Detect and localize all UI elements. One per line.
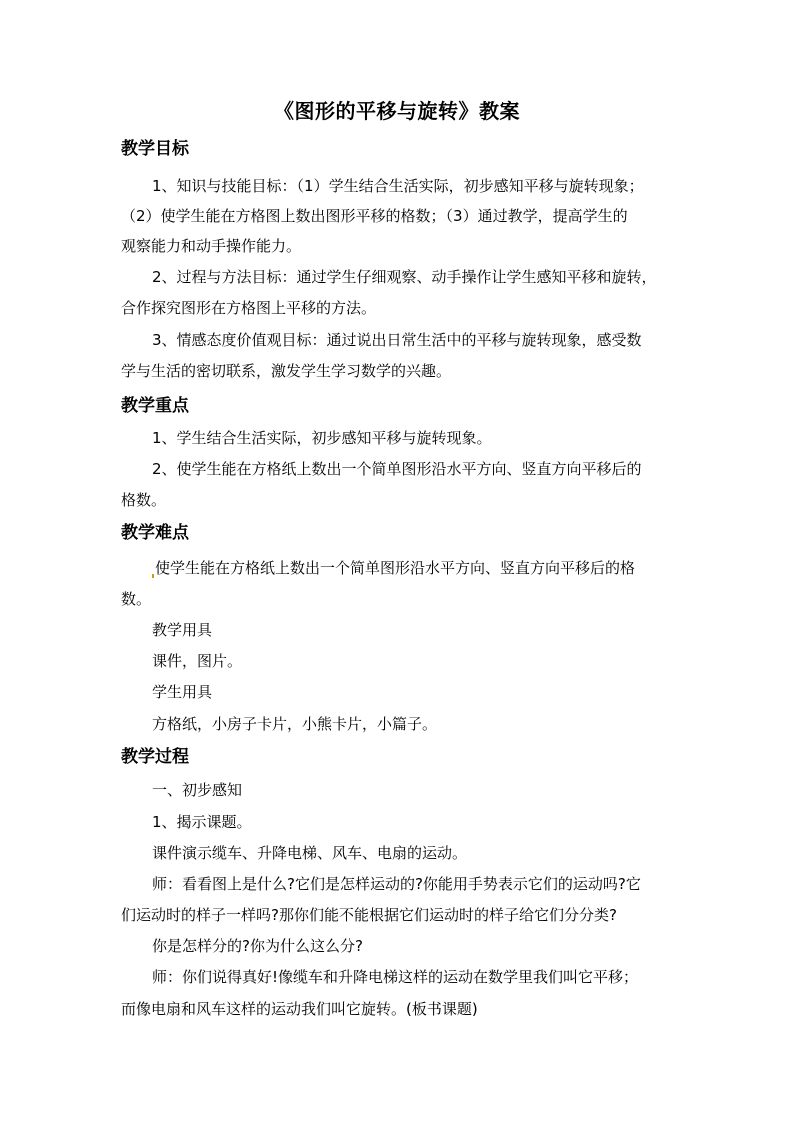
text-marker-dot: [152, 574, 154, 578]
paragraph-line-text: 使学生能在方格纸上数出一个简单图形沿水平方向、竖直方向平移后的格: [155, 559, 636, 577]
paragraph-line: 学生用具: [152, 683, 213, 701]
document-title: 《图形的平移与旋转》教案: [274, 99, 520, 123]
paragraph-line: 教学用具: [152, 621, 213, 639]
paragraph-line: 1、知识与技能目标：（1）学生结合生活实际，初步感知平移与旋转现象；: [152, 177, 644, 195]
paragraph-line: 2、过程与方法目标：通过学生仔细观察、动手操作让学生感知平移和旋转，: [152, 268, 657, 286]
paragraph-line: 数。: [121, 590, 152, 608]
section-heading-difficulties: 教学难点: [121, 523, 189, 543]
paragraph-line: 2、使学生能在方格纸上数出一个简单图形沿水平方向、竖直方向平移后的: [152, 460, 642, 478]
paragraph-line: 课件演示缆车、升降电梯、风车、电扇的运动。: [152, 844, 468, 862]
paragraph-line: 们运动时的样子一样吗?那你们能不能根据它们运动时的样子给它们分分类?: [121, 906, 617, 924]
paragraph-line: 方格纸，小房子卡片，小熊卡片，小篇子。: [152, 715, 438, 733]
paragraph-line: （2）使学生能在方格图上数出图形平移的格数；（3）通过教学，提高学生的: [121, 207, 628, 225]
paragraph-line: 师：你们说得真好!像缆车和升降电梯这样的运动在数学里我们叫它平移；: [152, 968, 639, 986]
paragraph-line: 1、学生结合生活实际，初步感知平移与旋转现象。: [152, 429, 492, 447]
paragraph-line: 而像电扇和风车这样的运动我们叫它旋转。(板书课题): [121, 1000, 478, 1018]
paragraph-line: 观察能力和动手操作能力。: [121, 237, 302, 255]
paragraph-line: 合作探究图形在方格图上平移的方法。: [121, 299, 377, 317]
paragraph-line: 1、揭示课题。: [152, 813, 252, 831]
paragraph-line: 课件，图片。: [152, 652, 243, 670]
paragraph-line: 一、初步感知: [152, 781, 243, 799]
paragraph-line: 你是怎样分的?你为什么这么分?: [152, 937, 363, 955]
paragraph-line: 3、情感态度价值观目标：通过说出日常生活中的平移与旋转现象，感受数: [152, 331, 642, 349]
paragraph-line: 学与生活的密切联系，激发学生学习数学的兴趣。: [121, 362, 452, 380]
paragraph-line: [152, 558, 635, 578]
section-heading-process: 教学过程: [121, 747, 189, 767]
section-heading-key-points: 教学重点: [121, 396, 189, 416]
paragraph-line: 师：看看图上是什么?它们是怎样运动的?你能用手势表示它们的运动吗?它: [152, 875, 641, 893]
section-heading-objectives: 教学目标: [121, 139, 189, 159]
paragraph-line: 格数。: [121, 491, 167, 509]
